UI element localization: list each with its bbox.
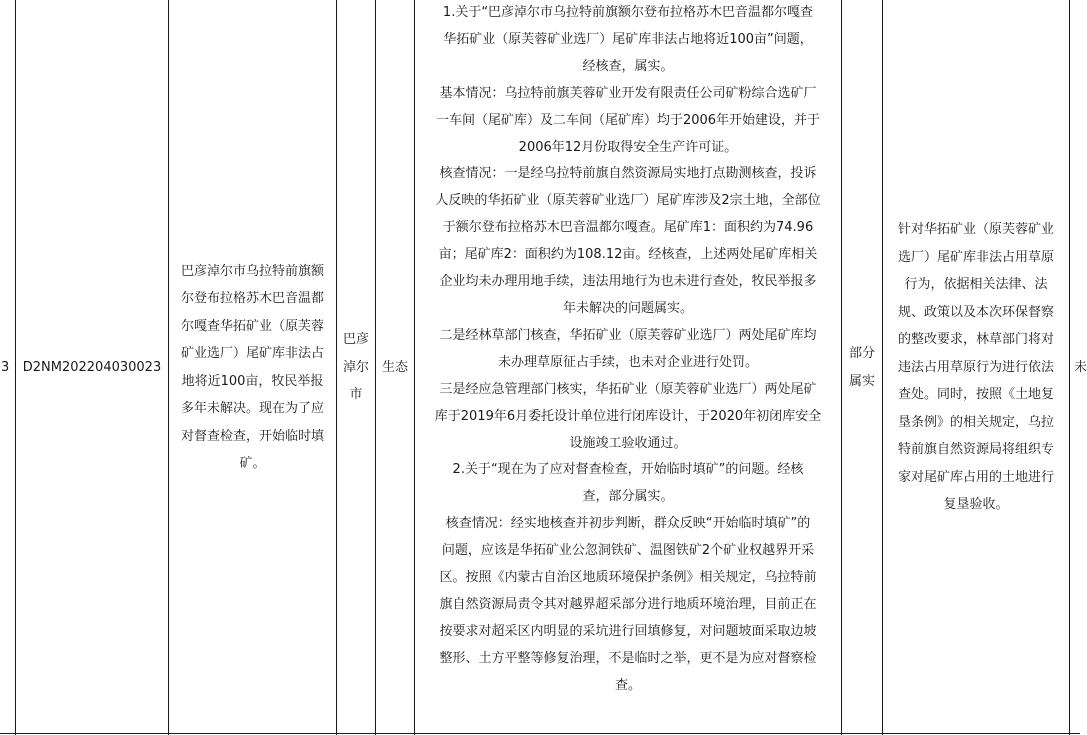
index-text: 3 — [1, 359, 10, 375]
cell-rectification-action — [883, 0, 1069, 735]
cell-verdict — [842, 0, 882, 735]
cell-index — [0, 0, 15, 735]
investigation-result-text: 1.关于“巴彦淖尔市乌拉特前旗额尔登布拉格苏木巴音温都尔嘎查 华拓矿业（原芙蓉矿业选厂）尾矿库非法占地将近100亩”问题， 经核查，属实。 基本情况：乌拉特前旗芙蓉矿业开发有限责任公司矿粉综合选矿厂 一车间（尾矿库）及二车间（尾矿库）均于2006年开始建设，并于 2006年12月份取得安全生产许可证。 核查情况：一是经乌拉特前旗自然资源局实地打点勘测核查，投诉 人反映的华拓矿业（原芙蓉矿业选厂）尾矿库涉及2宗土地，全部位 于额尔登布拉格苏木巴音温都尔嘎查。尾矿库1：面积约为74.96 亩；尾矿库2：面积约为108.12亩。经核查，上述两处尾矿库相关 企业均未办理用地手续，违法用地行为也未进行查处，牧民举报多 年未解决的问题属实。 二是经林草部门核查，华拓矿业（原芙蓉矿业选厂）两处尾矿库均 未办理草原征占手续，也未对企业进行处罚。 三是经应急管理部门核实，华拓矿业（原芙蓉矿业选厂）两处尾矿 库于2019年6月委托设计单位进行闭库设计，于2020年初闭库安全 设施竣工验收通过。 2.关于“现在为了应对督查检查，开始临时填矿”的问题。经核 查，部分属实。 核查情况：经实地核查并初步判断，群众反映“开始临时填矿”的 问题，应该是华拓矿业公忽洞铁矿、温图铁矿2个矿业权越界开采 区。按照《内蒙古自治区地质环境保护条例》相关规定，乌拉特前 旗自然资源局责令其对越界超采部分进行地质环境治理，目前正在 按要求对超采区内明显的采坑进行回填修复，对问题坡面采取边坡 整形、土方平整等修复治理，不是临时之举，更不是为应对督察检 查。 — [434, 5, 822, 693]
cell-petition-content — [169, 0, 336, 735]
petition-text: 巴彦淖尔市乌拉特前旗额 尔登布拉格苏木巴音温都 尔嘎查华拓矿业（原芙蓉 矿业选厂）尾矿库非法占 地将近100亩，牧民举报 多年未解决。现在为了应 对督查检查，开始临时填 矿。 — [180, 263, 324, 471]
cell-clipped-status — [1070, 0, 1087, 735]
verdict-text: 部分 属实 — [848, 346, 875, 389]
pollution-type-text: 生态 — [381, 359, 408, 375]
cell-case-code — [16, 0, 168, 735]
cell-pollution-type — [376, 0, 414, 735]
clipped-status-text: 未 — [1074, 359, 1087, 375]
rectification-action-text: 针对华拓矿业（原芙蓉矿业 选厂）尾矿库非法占用草原 行为，依据相关法律、法 规、政策以及本次环保督察 的整改要求，林草部门将对 违法占用草原行为进行依法 查处。同时，按照《土地复 垦条例》的相关规定，乌拉 特前旗自然资源局将组织专 家对尾矿库占用的土地进行 复垦验收。 — [897, 222, 1054, 513]
case-code-text: D2NM202204030023 — [22, 359, 162, 375]
cell-city — [337, 0, 375, 735]
cell-investigation-result — [415, 0, 841, 735]
city-text: 巴彦 淖尔 市 — [342, 332, 369, 403]
